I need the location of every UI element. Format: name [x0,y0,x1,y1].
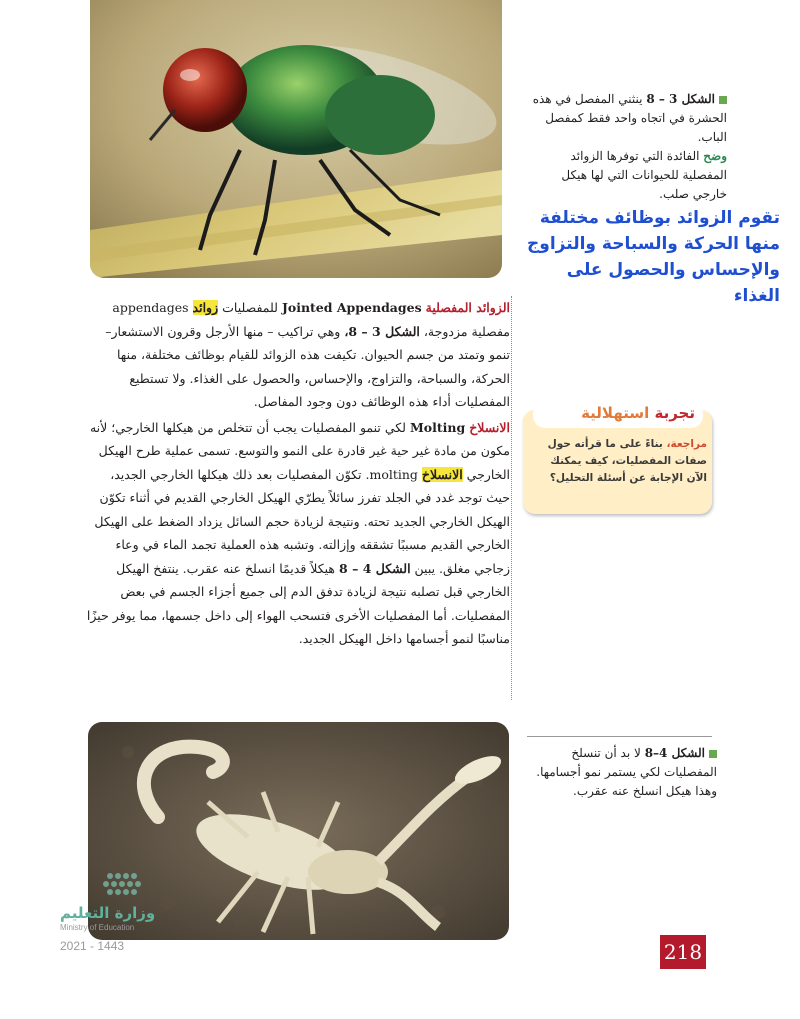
caption-marker-icon [719,96,727,104]
main-text [86,296,510,651]
fly-photo [90,0,502,278]
page-number: 218 [660,935,706,969]
launch-lab-box [523,404,712,514]
caption-rule [527,736,712,737]
question-text: الفائدة التي توفرها الزوائد المفصلية للحيوانات التي لها هيكل خارجي صلب. [561,149,727,201]
term-english: Jointed Appendages [281,300,422,315]
figure-label: الشكل 4–8 [644,746,705,760]
launch-lab-title [581,404,695,422]
ministry-logo [60,868,180,948]
text-divider [511,296,512,700]
figure-reference: الشكل 3 – 8، [344,323,420,339]
question-label: وضح [703,149,727,163]
launch-lab-title-bar [533,402,703,428]
figure-caption-text: ينثني المفصل في هذه الحشرة في اتجاه واحد فقط كمفصل الباب. [532,92,727,144]
paragraph-jointed-appendages [86,296,510,414]
text-run: هيكلاً قديمًا انسلخ عنه عقرب. ينتفخ الهيكل الخارجي قبل تصلبه نتيجة لزيادة تدفق الدم إلى جميع أجزاء الجسم في بعض المفصليات. أما المفصليات الأخرى فتسحب الهواء إلى داخل جسمها، مما يوفر حيزًا مناسبًا لنمو أجسامها داخل الهيكل الجديد. [86,560,510,646]
fly-illustration [90,0,502,278]
text-run: مفصلية مزدوجة، [423,323,510,339]
ministry-name-arabic: وزارة التعليم [60,904,156,922]
figure-4-8-caption [527,744,717,801]
paragraph-molting [86,416,510,651]
term-arabic: الزوائد المفصلية [425,300,510,315]
vocab-highlight: الانسلاخ [421,466,463,482]
ministry-name-english: Ministry of Education [60,923,135,932]
figure-3-8-caption [527,90,727,204]
review-text: بناءً على ما قرأته حول صفات المفصليات، كيف يمكنك الآن الإجابة عن أسئلة التحليل؟ [547,438,707,484]
text-run: تكوّن المفصليات بعد ذلك هيكلها الخارجي الجديد، حيث توجد غدد في الجلد تفرز سائلاً يطرّي الهيكل الخارجي القديم في أثناء تكوّن الهيكل الخارجي الجديد تحته. ونتيجة لزيادة حجم السائل يزداد الضغط على الهيكل الخارجي القديم مسببًا تشققه وإزالته. وتشبه هذه العملية تجمد الماء في وعاء زجاجي مغلق. يبين [94,466,510,576]
term-english: Molting [409,419,466,435]
text-run: للمفصليات [222,300,278,315]
caption-marker-icon [709,750,717,758]
term-arabic: الانسلاخ [469,419,510,435]
title-word: تجربة [654,404,695,422]
title-word: استهلالية [581,404,650,422]
figure-label: الشكل 3 – 8 [646,92,715,106]
text-run: وهي تراكيب – منها الأرجل وقرون الاستشعار– تنمو وتمتد من جسم الحيوان. تكيفت هذه الزوائد للقيام بوظائف مختلفة، منها الحركة، والسباحة، والتزاوج، والإحساس، والحصول على الغذاء. ولا تستطيع المفصليات أداء هذه الوظائف دون وجود المفاصل. [105,323,510,409]
figure-caption-text: لا بد أن تنسلخ المفصليات لكي يستمر نمو أجسامها. وهذا هيكل انسلخ عنه عقرب. [536,746,717,798]
margin-callout: تقوم الزوائد بوظائف مختلفة منها الحركة والسباحة والتزاوج والإحساس والحصول على الغذاء [527,208,780,306]
vocab-highlight: زوائد [192,300,219,315]
figure-reference: الشكل 4 – 8 [339,560,411,576]
launch-lab-body [531,436,707,487]
review-label: مراجعة، [666,438,707,450]
text-run: appendages [112,300,189,315]
edition-year: 2021 - 1443 [60,939,125,953]
text-run: لكي تنمو المفصليات يجب أن تتخلص من هيكلها الخارجي؛ لأنه مكون من مادة غير حية غير قادرة على النمو والتوسع. تسمى عملية طرح الهيكل الخارجي [89,419,510,482]
text-run: molting. [365,466,418,482]
